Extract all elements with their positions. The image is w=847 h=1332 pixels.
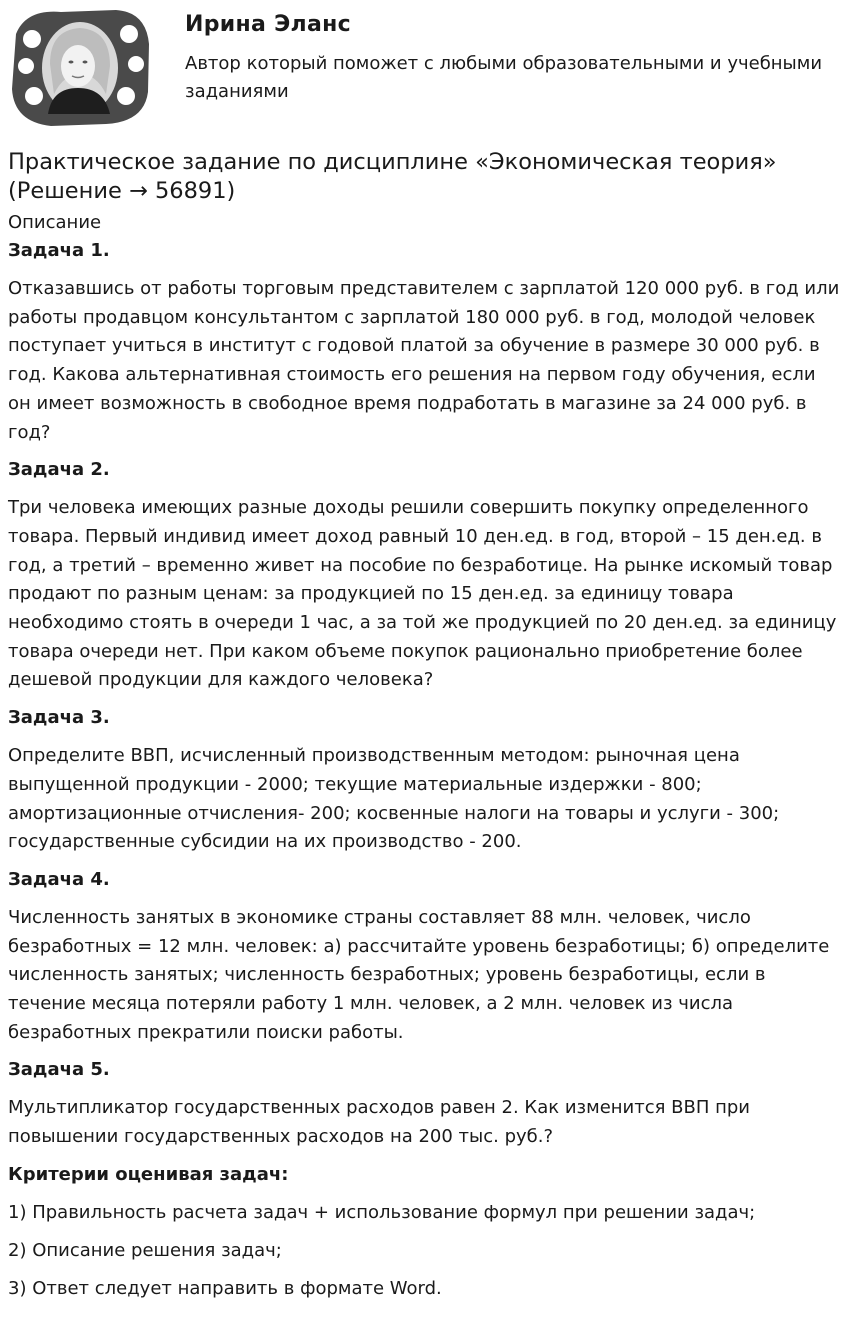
author-header <box>0 0 847 135</box>
author-description: Автор который поможет с любыми образовательными и учебными заданиями <box>185 53 823 102</box>
task-text: Три человека имеющих разные доходы решили совершить покупку определенного товара. Первый индивид имеет доход равный 10 ден.ед. в год, второй – 15 ден.ед. в год, а третий – временно живет на пособие по безработице. На рынке искомый товар продают по разным ценам: за продукцией по 15 ден.ед. за единицу товара необходимо стоять в очереди 1 час, а за той же продукцией по 20 ден.ед. за единицу товара очереди нет. При каком объеме покупок рационально приобретение более дешевой продукции для каждого человека? <box>8 497 837 691</box>
task-heading: Задача 5. <box>8 1059 110 1081</box>
criteria-item: 1) Правильность расчета задач + использование формул при решении задач; <box>8 1201 756 1223</box>
task-heading: Задача 1. <box>8 240 110 261</box>
task-1 <box>8 237 843 447</box>
description-label: Описание <box>8 212 102 233</box>
task-2 <box>8 456 843 695</box>
task-text: Отказавшись от работы торговым представителем с зарплатой 120 000 руб. в год или работы продавцом консультантом с зарплатой 180 000 руб. в год, молодой человек поступает учиться в институт с годовой платой за обучение в размере 30 000 руб. в год. Какова альтернативная стоимость его решения на первом году обучения, если он имеет возможность в свободное время подработать в магазине за 24 000 руб. в год? <box>8 278 840 443</box>
criteria-section <box>8 1161 843 1303</box>
criteria-heading: Критерии оценивая задач: <box>8 1163 289 1185</box>
page-title: Практическое задание по дисциплине «Экономическая теория» (Решение → 56891) <box>8 149 777 204</box>
author-avatar <box>6 4 154 128</box>
task-3 <box>8 704 843 857</box>
film-frame-avatar-image <box>6 4 154 128</box>
task-heading: Задача 3. <box>8 707 110 729</box>
task-text: Определите ВВП, исчисленный производственным методом: рыночная цена выпущенной продукции - 2000; текущие материальные издержки - 800; амортизационные отчисления- 200; косвенные налоги на товары и услуги - 300; государственные субсидии на их производство - 200. <box>8 745 780 853</box>
task-4 <box>8 866 843 1048</box>
criteria-item: 3) Ответ следует направить в формате Word. <box>8 1277 442 1299</box>
criteria-item: 2) Описание решения задач; <box>8 1239 282 1261</box>
main-content <box>8 148 843 1303</box>
task-text: Мультипликатор государственных расходов равен 2. Как изменится ВВП при повышении государственных расходов на 200 тыс. руб.? <box>8 1097 751 1148</box>
task-5 <box>8 1056 843 1151</box>
author-name: Ирина Эланс <box>185 12 351 37</box>
task-text: Численность занятых в экономике страны составляет 88 млн. человек, число безработных = 12 млн. человек: а) рассчитайте уровень безработицы; б) определите численность занятых; численность безработных; уровень безработицы, если в течение месяца потеряли работу 1 млн. человек, а 2 млн. человек из числа безработных прекратили поиски работы. <box>8 906 830 1043</box>
task-heading: Задача 4. <box>8 868 110 890</box>
task-heading: Задача 2. <box>8 459 110 481</box>
